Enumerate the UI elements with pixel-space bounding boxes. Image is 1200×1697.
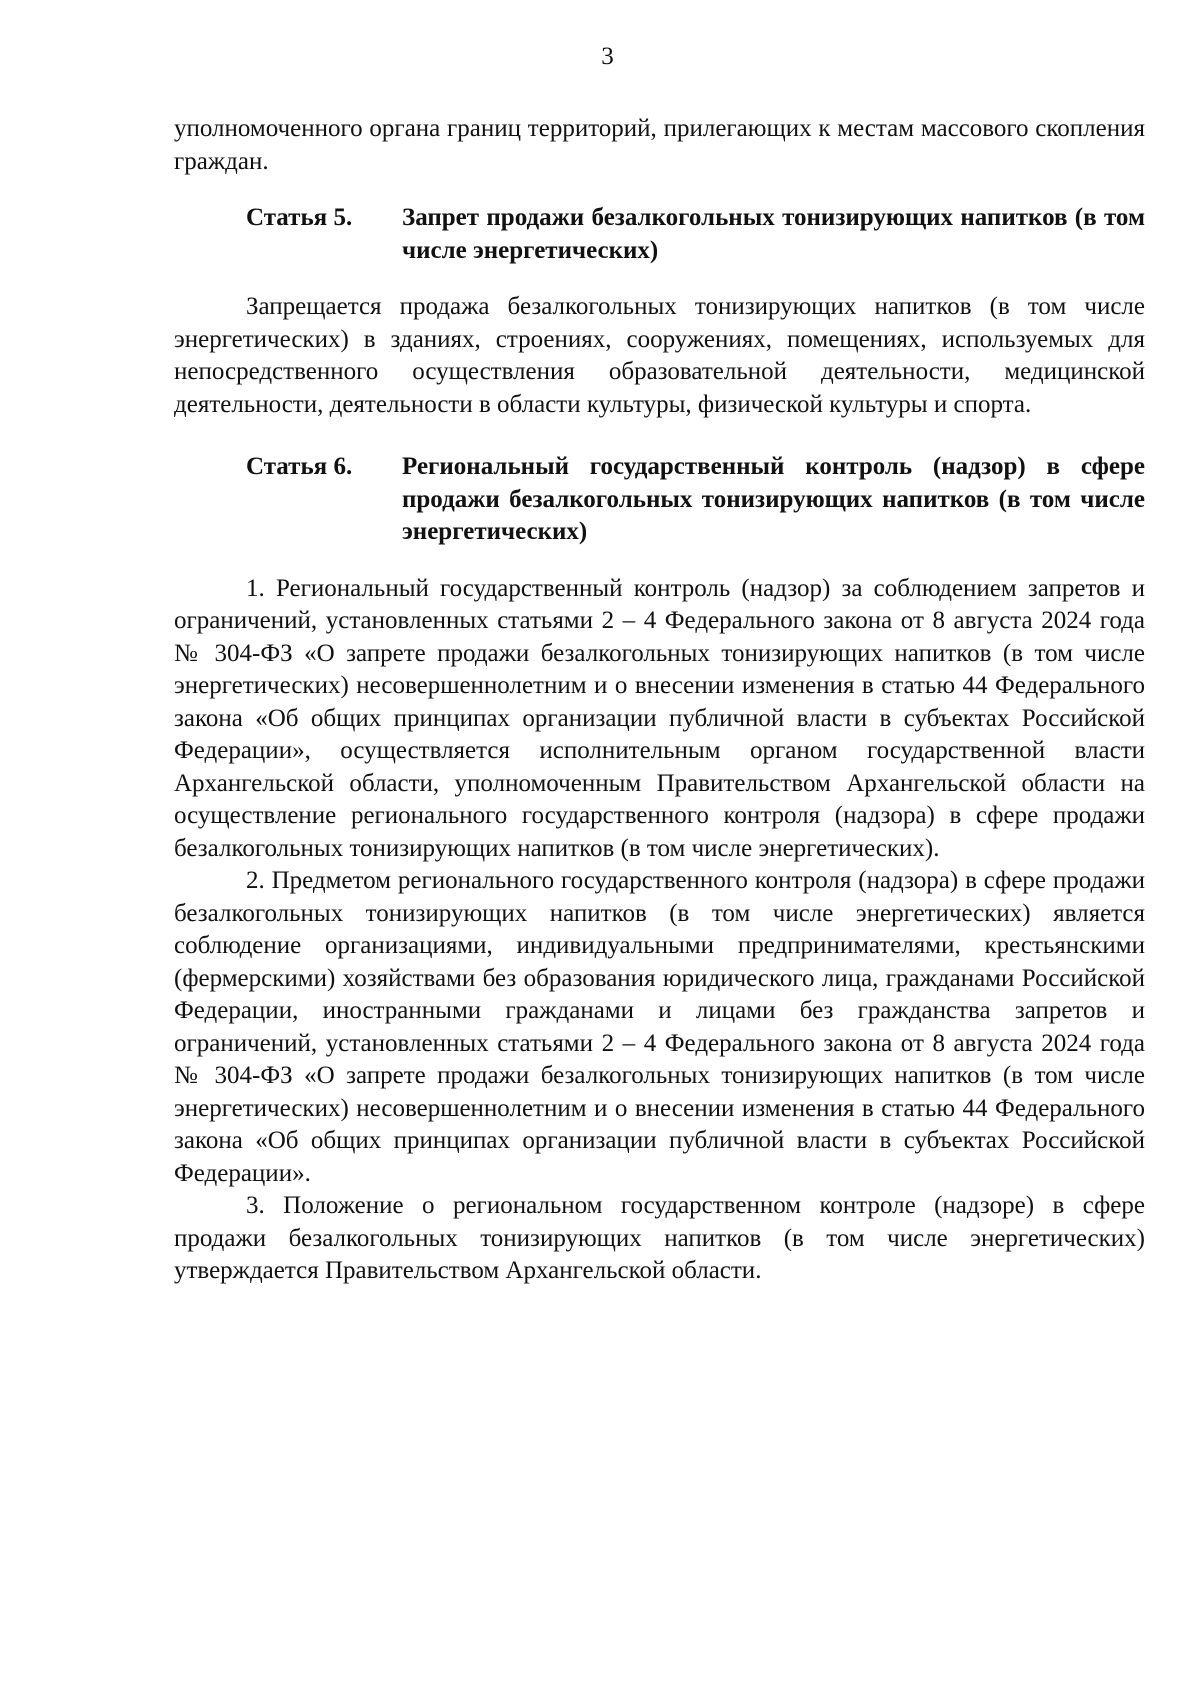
article-6-paragraph-3: 3. Положение о региональном государственном контроле (надзоре) в сфере продажи безалкогольных тонизирующих напитков (в том числе энергетических) утверждается Правительством Архангельской области. bbox=[174, 1192, 1145, 1284]
article-6-paragraph-1: 1. Региональный государственный контроль (надзор) за соблюдением запретов и ограничений, установленных статьями 2 – 4 Федерального закона от 8 августа 2024 года № 304-ФЗ «О запрете продажи безалкогольных тонизирующих напитков (в том числе энергетических) несовершеннолетним и о внесении изменения в статью 44 Федерального закона «Об общих принципах организации публичной власти в субъектах Российской Федерации», осуществляется исполнительным органом государственной власти Архангельской области, уполномоченным Правительством Архангельской области на осуществление регионального государственного контроля (надзора) в сфере продажи безалкогольных тонизирующих напитков (в том числе энергетических). bbox=[174, 574, 1145, 862]
article-6-heading bbox=[174, 451, 1145, 549]
article-6-title: Региональный государственный контроль (надзор) в сфере продажи безалкогольных тонизирующих напитков (в том числе энергетических) bbox=[402, 453, 1145, 545]
page-number: 3 bbox=[601, 43, 614, 70]
intro-paragraph: уполномоченного органа границ территорий, прилегающих к местам массового скопления граждан. bbox=[174, 115, 1145, 175]
document-body bbox=[174, 113, 1145, 1288]
article-5-title: Запрет продажи безалкогольных тонизирующих напитков (в том числе энергетических) bbox=[402, 204, 1145, 264]
article-5-label: Статья 5. bbox=[246, 204, 353, 231]
article-6-label: Статья 6. bbox=[246, 453, 353, 480]
article-5-paragraph: Запрещается продажа безалкогольных тонизирующих напитков (в том числе энергетических) в зданиях, строениях, сооружениях, помещениях, используемых для непосредственного осуществления образовательной деятельности, медицинской деятельности, деятельности в области культуры, физической культуры и спорта. bbox=[174, 293, 1145, 418]
article-6-paragraph-2: 2. Предметом регионального государственного контроля (надзора) в сфере продажи безалкогольных тонизирующих напитков (в том числе энергетических) является соблюдение организациями, индивидуальными предпринимателями, крестьянскими (фермерскими) хозяйствами без образования юридического лица, гражданами Российской Федерации, иностранными гражданами и лицами без гражданства запретов и ограничений, установленных статьями 2 – 4 Федерального закона от 8 августа 2024 года № 304-ФЗ «О запрете продажи безалкогольных тонизирующих напитков (в том числе энергетических) несовершеннолетним и о внесении изменения в статью 44 Федерального закона «Об общих принципах организации публичной власти в субъектах Российской Федерации». bbox=[174, 867, 1145, 1187]
article-5-heading bbox=[174, 202, 1145, 267]
